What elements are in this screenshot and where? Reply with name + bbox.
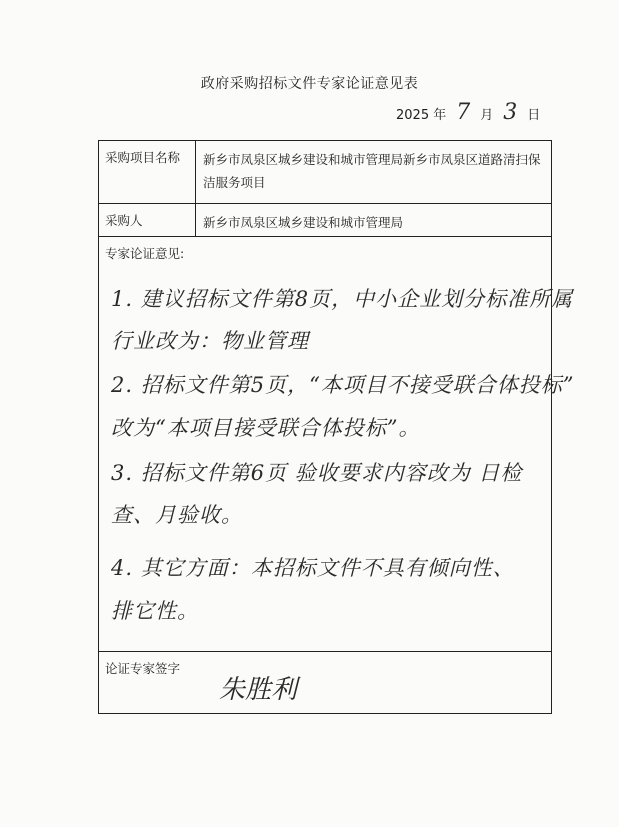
project-row <box>99 141 551 204</box>
opinion-line: 改为“本项目接受联合体投标”。 <box>111 416 421 440</box>
opinion-label: 专家论证意见: <box>105 246 185 261</box>
column-divider <box>195 141 196 203</box>
date-month-unit: 月 <box>480 108 494 123</box>
buyer-label: 采购人 <box>105 213 143 228</box>
opinion-line: 2. 招标文件第5页，“本项目不接受联合体投标” <box>111 373 575 397</box>
opinion-line: 1. 建议招标文件第8页，中小企业划分标准所属 <box>111 287 574 311</box>
opinion-line: 4. 其它方面：本招标文件不具有倾向性、 <box>111 556 515 580</box>
opinion-form-table <box>98 140 575 714</box>
opinion-line: 排它性。 <box>111 599 199 623</box>
project-value: 新乡市凤泉区城乡建设和城市管理局新乡市凤泉区道路清扫保洁服务项目 <box>203 152 541 190</box>
signature-label: 论证专家签字 <box>105 661 181 676</box>
date-day-unit: 日 <box>527 108 541 123</box>
buyer-row <box>99 204 551 237</box>
expert-signature: 朱胜利 <box>219 675 298 705</box>
date-day: 3 <box>503 100 518 125</box>
form-title: 政府采购招标文件专家论证意见表 <box>200 76 419 92</box>
date-year: 2025 年 <box>396 108 447 123</box>
opinion-line: 3. 招标文件第6页 验收要求内容改为 日检 <box>111 461 523 485</box>
form-date <box>396 100 540 128</box>
project-label: 采购项目名称 <box>105 150 181 165</box>
opinion-line: 行业改为：物业管理 <box>111 329 309 353</box>
buyer-value: 新乡市凤泉区城乡建设和城市管理局 <box>203 215 404 230</box>
date-month: 7 <box>456 100 471 125</box>
column-divider <box>195 204 196 236</box>
opinion-row <box>99 237 575 652</box>
opinion-line: 查、月验收。 <box>111 503 243 527</box>
